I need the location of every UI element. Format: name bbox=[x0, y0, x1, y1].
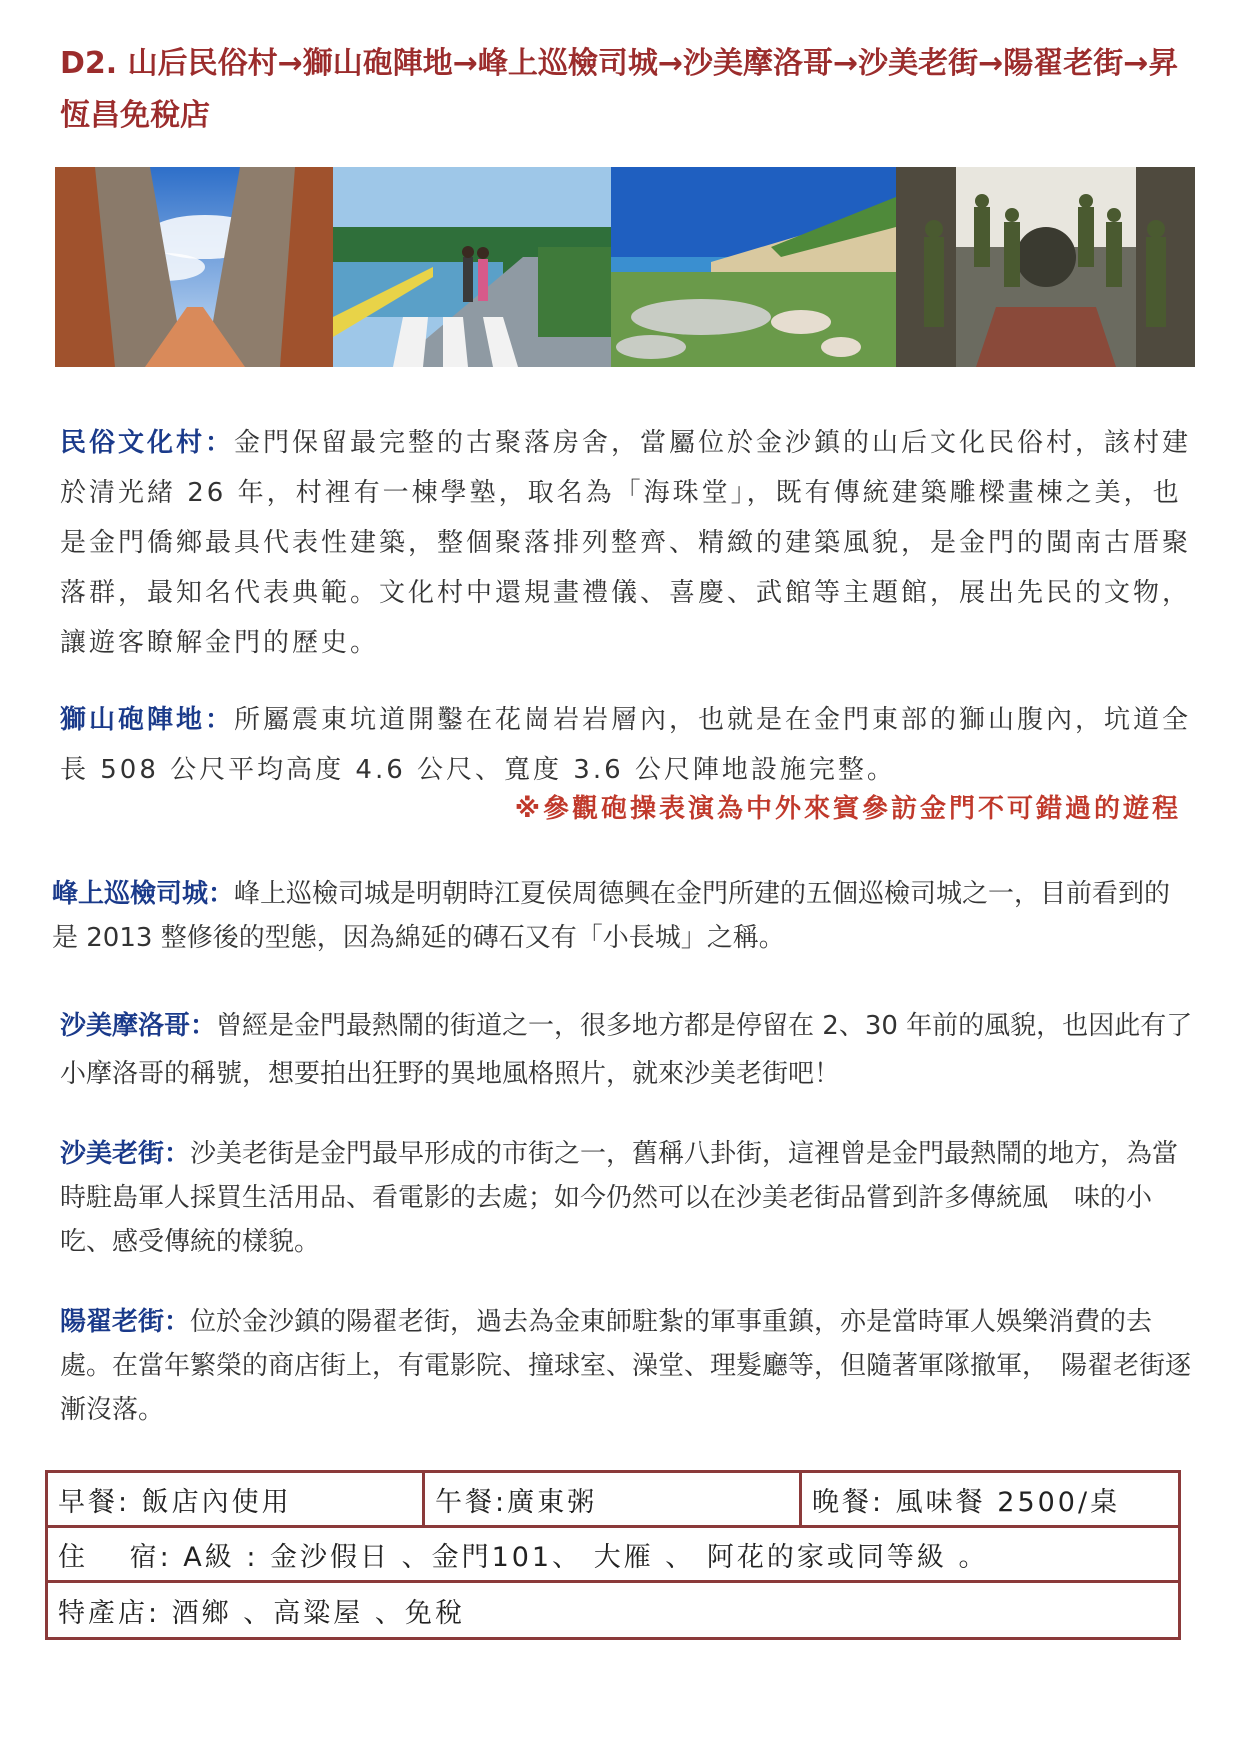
section-text: 金門保留最完整的古聚落房舍，當屬位於金沙鎮的山后文化民俗村，該村建於清光緒 26 年，村裡有一棟學塾，取名為「海珠堂」，既有傳統建築雕樑畫棟之美，也是金門僑鄉最具代表性建築，整個聚落排列整齊、精緻的建築風貌，是金門的閩南古厝聚落群，最知名代表典範。文化村中還規畫禮儀、喜慶、武館等主題館，展出先民的文物，讓遊客瞭解金門的歷史。 bbox=[60, 428, 1192, 658]
section-text: 峰上巡檢司城是明朝時江夏侯周德興在金門所建的五個巡檢司城之一，目前看到的是 2013 整修後的型態，因為綿延的磚石又有「小長城」之稱。 bbox=[52, 879, 1171, 953]
section-keyword: 陽翟老街 bbox=[60, 1307, 165, 1337]
section-keyword: 峰上巡檢司城 bbox=[52, 879, 209, 909]
section-keyword: 沙美老街 bbox=[60, 1139, 165, 1169]
section-folk-village: 民俗文化村：金門保留最完整的古聚落房舍，當屬位於金沙鎮的山后文化民俗村，該村建於清光緒 26 年，村裡有一棟學塾，取名為「海珠堂」，既有傳統建築雕樑畫棟之美，也是金門僑鄉最具代表性建築，整個聚落排列整齊、精緻的建築風貌，是金門的閩南古厝聚落群，最知名代表典範。文化村中還規畫禮儀、喜慶、武館等主題館，展出先民的文物，讓遊客瞭解金門的歷史。 bbox=[60, 428, 1192, 658]
meal-lodging-table bbox=[45, 1470, 1181, 1640]
photo-causeway-walkers bbox=[333, 167, 611, 367]
section-text: 所屬震東坑道開鑿在花崗岩岩層內，也就是在金門東部的獅山腹內，坑道全長 508 公尺平均高度 4.6 公尺、寬度 3.6 公尺陣地設施完整。 bbox=[60, 705, 1192, 785]
photo-strip bbox=[55, 167, 1195, 367]
section-keyword: 沙美摩洛哥 bbox=[60, 1011, 191, 1041]
page-title: D2. 山后民俗村→獅山砲陣地→峰上巡檢司城→沙美摩洛哥→沙美老街→陽翟老街→昇恆昌免稅店 bbox=[60, 46, 1179, 133]
meals-row bbox=[48, 1473, 1178, 1528]
section-lion-mountain-battery: 獅山砲陣地：所屬震東坑道開鑿在花崗岩岩層內，也就是在金門東部的獅山腹內，坑道全長 508 公尺平均高度 4.6 公尺、寬度 3.6 公尺陣地設施完整。 bbox=[60, 705, 1192, 785]
section-text: 曾經是金門最熱鬧的街道之一，很多地方都是停留在 2、30 年前的風貌，也因此有了小摩洛哥的稱號，想要拍出狂野的異地風格照片，就來沙美老街吧！ bbox=[60, 1011, 1193, 1089]
lunch-cell: 午餐:廣東粥 bbox=[425, 1473, 802, 1525]
breakfast-cell: 早餐: 飯店內使用 bbox=[48, 1473, 425, 1525]
section-keyword: 獅山砲陣地 bbox=[60, 705, 206, 735]
section-keyword: 民俗文化村 bbox=[60, 428, 206, 458]
photo-artillery-soldiers bbox=[896, 167, 1195, 367]
section-text: 位於金沙鎮的陽翟老街，過去為金東師駐紮的軍事重鎮，亦是當時軍人娛樂消費的去處。在當年繁榮的商店街上，有電影院、撞球室、澡堂、理髮廳等，但隨著軍隊撤軍， 陽翟老街逐漸沒落。 bbox=[60, 1307, 1192, 1425]
shops-cell: 特產店: 酒鄉 、高粱屋 、免稅 bbox=[58, 1597, 465, 1629]
photo-coastal-cliffs bbox=[611, 167, 896, 367]
section-shamei-old-street: 沙美老街：沙美老街是金門最早形成的市街之一，舊稱八卦街，這裡曾是金門最熱鬧的地方，為當時駐島軍人採買生活用品、看電影的去處；如今仍然可以在沙美老街品嘗到許多傳統風 味的小吃、感受傳統的樣貌。 bbox=[60, 1139, 1179, 1257]
section-fengshang-fort: 峰上巡檢司城：峰上巡檢司城是明朝時江夏侯周德興在金門所建的五個巡檢司城之一，目前看到的是 2013 整修後的型態，因為綿延的磚石又有「小長城」之稱。 bbox=[52, 879, 1171, 953]
shops-row bbox=[48, 1583, 1178, 1637]
lodging-cell: 住 宿: A級 : 金沙假日 、金門101、 大雁 、 阿花的家或同等級 。 bbox=[58, 1541, 989, 1573]
section-shamei-morocco: 沙美摩洛哥：曾經是金門最熱鬧的街道之一，很多地方都是停留在 2、30 年前的風貌，也因此有了小摩洛哥的稱號，想要拍出狂野的異地風格照片，就來沙美老街吧！ bbox=[60, 1011, 1193, 1089]
photo-folk-village-alley bbox=[55, 167, 333, 367]
section-text: 沙美老街是金門最早形成的市街之一，舊稱八卦街，這裡曾是金門最熱鬧的地方，為當時駐島軍人採買生活用品、看電影的去處；如今仍然可以在沙美老街品嘗到許多傳統風 味的小吃、感受傳統的樣貌。 bbox=[60, 1139, 1179, 1257]
section-yangzhai-old-street: 陽翟老街：位於金沙鎮的陽翟老街，過去為金東師駐紮的軍事重鎮，亦是當時軍人娛樂消費的去處。在當年繁榮的商店街上，有電影院、撞球室、澡堂、理髮廳等，但隨著軍隊撤軍， 陽翟老街逐漸沒落。 bbox=[60, 1307, 1192, 1425]
dinner-cell: 晚餐: 風味餐 2500/桌 bbox=[812, 1486, 1121, 1518]
highlight-note: ※參觀砲操表演為中外來賓參訪金門不可錯過的遊程 bbox=[514, 794, 1181, 824]
lodging-row bbox=[48, 1528, 1178, 1583]
